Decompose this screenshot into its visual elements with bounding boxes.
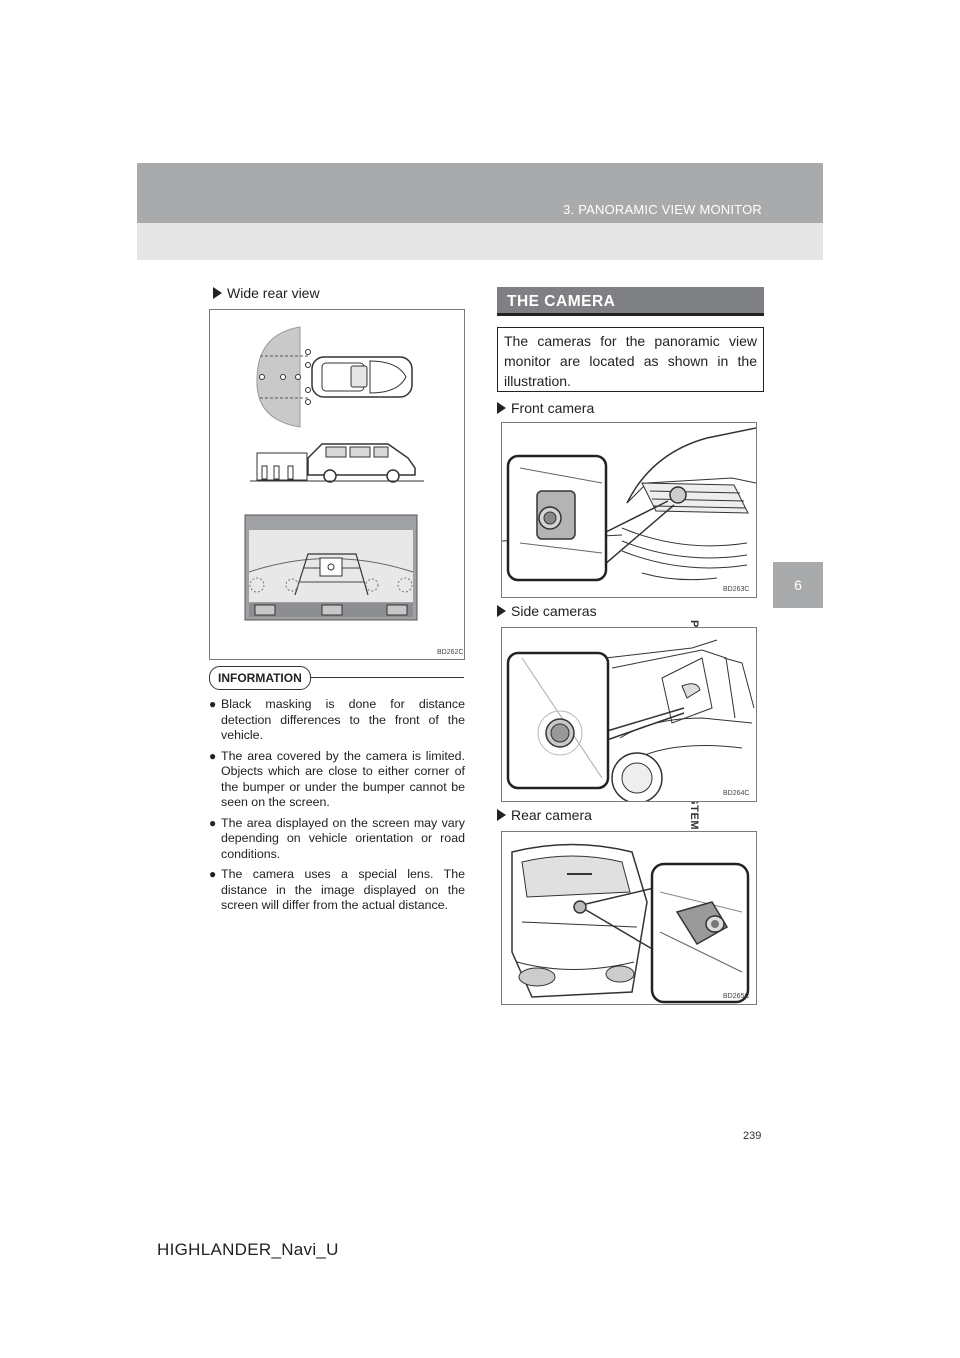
- information-badge: INFORMATION: [209, 666, 311, 690]
- bullet-icon: ●: [209, 697, 217, 711]
- camera-section-description: The cameras for the panoramic view monitor are located as shown in the illustration.: [497, 327, 764, 392]
- document-id: HIGHLANDER_Navi_U: [157, 1240, 339, 1259]
- figure-code: BD263C: [723, 586, 750, 593]
- wide-rear-view-illustration: [210, 310, 464, 659]
- side-cameras-illustration: [502, 628, 756, 801]
- camera-section-heading: THE CAMERA: [497, 287, 764, 316]
- bullet-icon: ●: [209, 815, 217, 830]
- front-camera-illustration: [502, 423, 756, 597]
- wide-rear-view-figure: [209, 309, 465, 660]
- bullet-icon: ●: [209, 748, 217, 763]
- page-number: 239: [743, 1130, 762, 1142]
- arrow-right-icon: [497, 402, 506, 414]
- arrow-right-icon: [497, 809, 506, 821]
- list-item: ● The camera uses a special lens. The distance in the image displayed on the screen will differ from the actual distance.: [209, 867, 465, 912]
- rear-camera-illustration: [502, 832, 756, 1004]
- side-cameras-figure: [501, 627, 757, 802]
- rear-camera-title: Rear camera: [497, 807, 592, 823]
- list-item: ● The area covered by the camera is limited. Objects which are close to either corner of the bumper or under the bumper cannot be seen on the screen.: [209, 748, 465, 809]
- figure-code: BD262C: [437, 649, 464, 656]
- front-camera-figure: [501, 422, 757, 598]
- chapter-tab[interactable]: 6: [773, 562, 823, 608]
- header-subband: [137, 223, 823, 260]
- side-cameras-title: Side cameras: [497, 603, 597, 619]
- figure-code: BD265C: [723, 993, 750, 1000]
- wide-rear-view-title: Wide rear view: [213, 285, 320, 301]
- bullet-icon: ●: [209, 867, 217, 881]
- front-camera-title: Front camera: [497, 400, 594, 416]
- list-item: ● The area displayed on the screen may vary depending on vehicle orientation or road conditions.: [209, 815, 465, 861]
- arrow-right-icon: [213, 287, 222, 299]
- arrow-right-icon: [497, 605, 506, 617]
- list-item: ● Black masking is done for distance detection differences to the front of the vehicle.: [209, 697, 465, 742]
- rear-camera-figure: [501, 831, 757, 1005]
- figure-code: BD264C: [723, 790, 750, 797]
- section-title: 3. PANORAMIC VIEW MONITOR: [563, 202, 762, 217]
- information-list: [209, 697, 465, 919]
- chapter-label: [790, 620, 808, 850]
